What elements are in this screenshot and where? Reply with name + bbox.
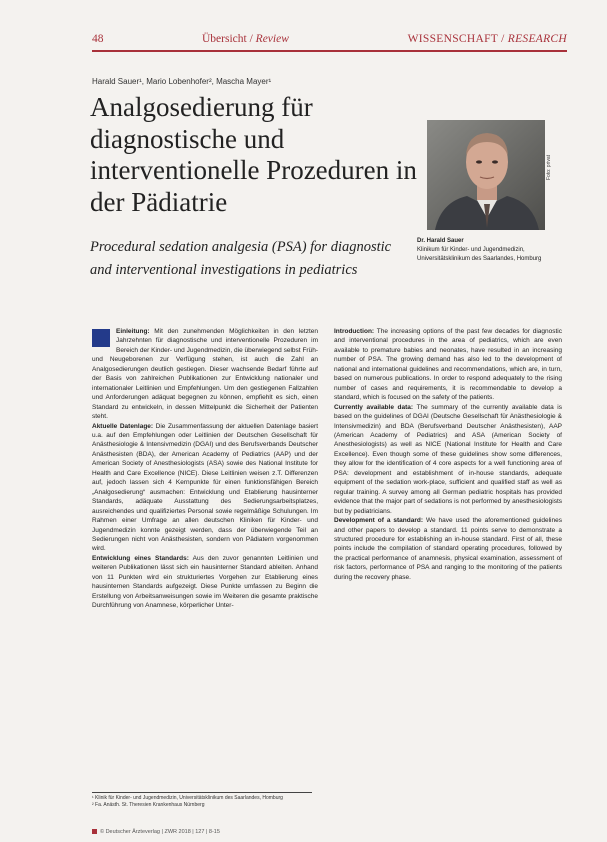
footnotes [92,795,512,809]
footnote-1: ¹ Klinik für Kinder- und Jugendmedizin, Universitätsklinikum des Saarlandes, Homburg [92,795,283,801]
running-header [92,33,567,47]
abstract-paragraph-intro-en: Introduction: The increasing options of the past few decades for diagnostic and interventional procedures in the area of pediatrics, which are even available to premature babies and neonates, have resulted in an increasing number of PSA. The growing demand has also led to the development of national and international guidelines and recommendations, which are, in turn, based on numerous publications. In order to respond adequately to the rising number of cases and requirements, it is recommendable to develop a standard, which is focused on the safety of the patients. [334,328,562,402]
abstract-paragraph-data-de: Aktuelle Datenlage: Die Zusammenfassung der aktuellen Datenlage basiert u.a. auf den Empfehlungen oder Leitlinien der Deutschen Gesellschaft für Anästhesiologie & Intensivmedizin (DGAI) und des Berufsverbands Deutscher Anästhesisten (BDA), der American Academy of Pediatrics (AAP) und der American Society of Anesthesiologists (ASA) sowie des National Institute for Health and Care Excellence (NICE). Diese Leitlinien weisen z.T. Differenzen auf, jedoch lassen sich 4 Kernpunkte für einen funktionsfähigen Bereich „Analgosedierung“ ausmachen: Entwicklung und Etablierung hausinterner Standards, adäquate Ausstattung des Sedierungsarbeitsplatzes, ausreichendes und qualifiziertes Personal sowie regelmäßige Schulungen. Im Rahmen einer Umfrage an allen deutschen Kliniken für Kinder- und Jugendmedizin konnte gezeigt werden, dass der überwiegende Teil an Sedierungen nicht von Anästhesisten, sondern von Pädiatern vorgenommen wird. [92,422,318,553]
page-footer [92,829,220,835]
abstract-paragraph-intro-de: Einleitung: Mit den zunehmenden Möglichkeiten in den letzten Jahrzehnten für diagnostische und interventionelle Prozeduren im Bereich der Kinder- und Jugendmedizin, die überwiegend selbst Früh- und Neugeborenen zur Verfügung stehen, ist auch die Zahl an Analgosedierungen deutlich gestiegen. Dieser wachsende Bedarf führte auf der Basis von zahlreichen Publikationen zur Entwicklung nationaler und internationaler Leitlinien und Empfehlungen. Um den gestiegenen Fallzahlen und Anforderungen adäquat begegnen zu können, empfiehlt es sich, einen Standard zu entwickeln, in dessen Mittelpunkt die Sicherheit der Patienten steht. [92,328,318,421]
header-rule [92,50,567,52]
photo-credit: Foto: privat [546,154,552,180]
footnote-rule [92,792,312,793]
caption-affiliation: Klinikum für Kinder- und Jugendmedizin, Universitätsklinikum des Saarlandes, Homburg [417,247,542,262]
photo-caption [417,237,557,264]
footer-marker [92,829,97,834]
english-abstract [334,327,562,582]
abstract-paragraph-standard-en: Development of a standard: We have used the aforementioned guidelines and other papers to develop a standard. 11 points serve to demonstrate a structured procedure for establishing an in-house standard. First of all, these points include the compilation of standard operating procedures, followed by the practical performance of anamnesis, physical examination, assessment of risk factors, performance of PSA and ranging to the monitoring of the patients during the recovery phase. [334,517,562,581]
page-number: 48 [92,33,104,45]
header-category: WISSENSCHAFT / RESEARCH [407,33,567,45]
author-photo [427,120,545,230]
article-authors: Harald Sauer¹, Mario Lobenhofer², Mascha Mayer¹ [92,77,272,86]
article-subtitle: Procedural sedation analgesia (PSA) for diagnostic and interventional investigations in pediatrics [90,239,392,278]
abstract-paragraph-standard-de: Entwicklung eines Standards: Aus den zuvor genannten Leitlinien und weiteren Publikationen lässt sich ein hausinterner Standard ableiten. Anhand von 11 Punkten wird ein strukturiertes Vorgehen zur Etablierung eines hausinternen Standards aufgezeigt. Diese Punkte umfassen zu Beginn die Erstellung von Arbeitsanweisungen sowie im Weiteren die gesamte praktische Durchführung von Anamnese, körperlicher Unter- [92,554,318,610]
caption-name: Dr. Harald Sauer [417,238,464,244]
header-section: Übersicht / Review [202,33,289,45]
section-marker-square [92,329,110,347]
german-abstract [92,327,318,611]
article-title: Analgosedierung für diagnostische und interventionelle Prozeduren in der Pädiatrie [90,92,417,217]
author-portrait-image [427,120,545,230]
abstract-paragraph-data-en: Currently available data: The summary of the currently available data is based on the guidelines of DGAI (Deutsche Gesellschaft für Anästhesiologie & Intensivmedizin) and BDA (Berufsverband Deutscher Anästhesisten), AAP (American Academy of Pediatrics) and ASA (American Society of Anesthesiologists) as well as NICE (National Institute for Health and Care Excellence). Even though some of these guidelines show some differences, they allow for the identification of 4 core aspects for a well functioning area of PSA: development and establishment of in-house standards, adequate equipment of the sedation work-place, sufficient and qualified staff as well as regular training. A survey among all German pediatric hospitals has provided evidence that the major part of sedations is not performed by anesthesiologists but by pediatricians. [334,403,563,515]
footnote-2: ² Fa. Anästh. St. Theresien Krankenhaus Nürnberg [92,802,205,808]
journal-citation: © Deutscher Ärzteverlag | ZWR 2018 | 127 | 8-15 [100,829,220,835]
